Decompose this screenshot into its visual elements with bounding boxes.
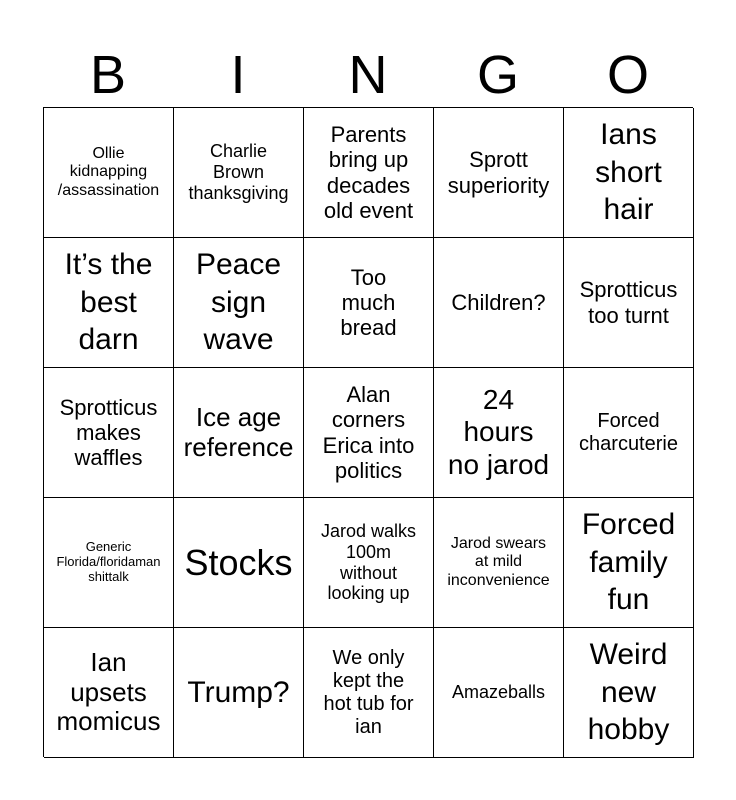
bingo-cell[interactable]	[564, 238, 694, 368]
cell-text: Sprotticus too turnt	[579, 277, 678, 328]
bingo-cell[interactable]	[434, 238, 564, 368]
cell-text: Children?	[451, 289, 546, 315]
header-letter-n: N	[348, 45, 388, 105]
bingo-cell[interactable]	[44, 108, 174, 238]
cell-text: Sprotticus makes waffles	[59, 394, 158, 471]
bingo-cell[interactable]	[304, 498, 434, 628]
cell-text: Amazeballs	[451, 682, 546, 703]
bingo-cell[interactable]	[174, 368, 304, 498]
bingo-cell[interactable]	[564, 108, 694, 238]
cell-text: Peace sign wave	[195, 248, 282, 357]
bingo-cell[interactable]	[564, 628, 694, 758]
cell-text: Parents bring up decades old event	[323, 121, 414, 223]
bingo-cell[interactable]	[564, 498, 694, 628]
bingo-cell[interactable]	[564, 368, 694, 498]
header-letter-o: O	[606, 45, 649, 105]
bingo-cell[interactable]	[434, 368, 564, 498]
cell-text: Stocks	[184, 541, 293, 583]
bingo-cell[interactable]	[174, 108, 304, 238]
cell-text: We only kept the hot tub for ian	[323, 646, 414, 738]
cell-text: Jarod swears at mild inconvenience	[447, 534, 550, 589]
bingo-cell[interactable]	[44, 498, 174, 628]
cell-text: Forced charcuterie	[579, 409, 678, 455]
header-letter-g: G	[476, 45, 519, 105]
bingo-cell[interactable]	[174, 628, 304, 758]
cell-text: Too much bread	[340, 264, 397, 341]
cell-text: Ice age reference	[183, 401, 294, 462]
cell-text: Forced family fun	[581, 508, 676, 617]
bingo-cell[interactable]	[44, 238, 174, 368]
bingo-header	[43, 44, 693, 106]
cell-text: Ollie kidnapping /assassination	[57, 144, 160, 199]
bingo-board	[43, 107, 693, 757]
bingo-cell[interactable]	[434, 498, 564, 628]
cell-text: Weird new hobby	[587, 638, 670, 747]
header-letter-b: B	[89, 45, 127, 105]
cell-text: 24 hours no jarod	[447, 384, 550, 480]
bingo-cell[interactable]	[304, 628, 434, 758]
cell-text: Ian upsets momicus	[56, 646, 161, 737]
bingo-cell[interactable]	[174, 498, 304, 628]
bingo-cell[interactable]	[174, 238, 304, 368]
bingo-cell[interactable]	[304, 368, 434, 498]
cell-text: Jarod walks 100m without looking up	[320, 521, 417, 604]
bingo-cell[interactable]	[304, 108, 434, 238]
cell-text: It’s the best darn	[64, 248, 153, 357]
cell-text: Ians short hair	[595, 118, 662, 227]
bingo-cell[interactable]	[304, 238, 434, 368]
header-letter-i: I	[230, 45, 246, 105]
bingo-cell[interactable]	[44, 628, 174, 758]
bingo-cell[interactable]	[44, 368, 174, 498]
cell-text: Trump?	[187, 675, 290, 709]
cell-text: Charlie Brown thanksgiving	[188, 141, 289, 203]
bingo-cell[interactable]	[434, 108, 564, 238]
cell-text: Generic Florida/floridaman shittalk	[56, 539, 161, 584]
cell-text: Sprott superiority	[447, 147, 550, 198]
bingo-cell[interactable]	[434, 628, 564, 758]
cell-text: Alan corners Erica into politics	[322, 381, 415, 483]
